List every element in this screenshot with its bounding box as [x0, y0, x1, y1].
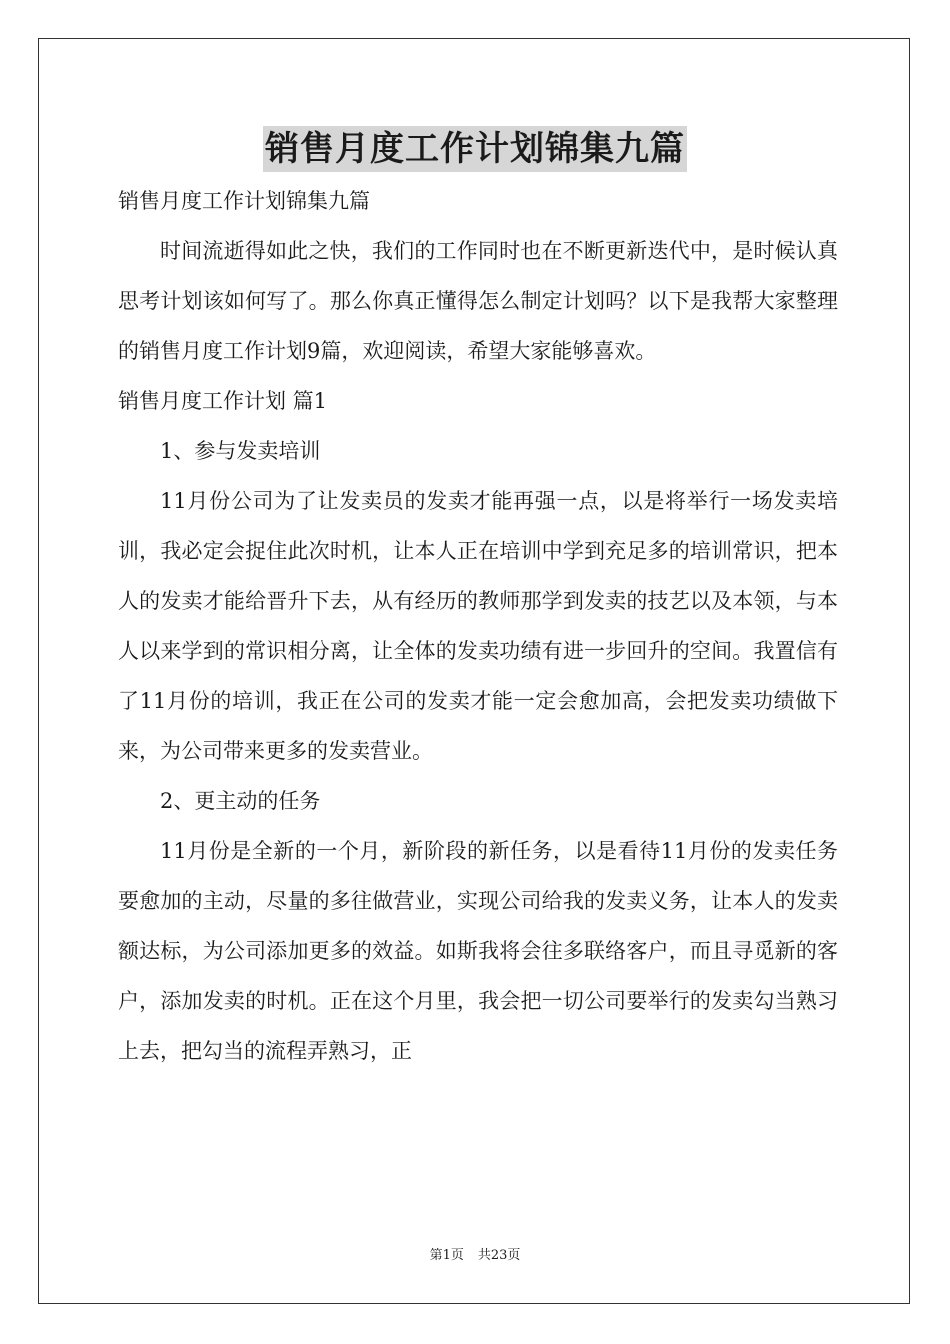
document-title: 销售月度工作计划锦集九篇 [263, 126, 687, 172]
page-footer [0, 1246, 950, 1266]
subsection-heading: 1、参与发卖培训 [160, 439, 321, 463]
title-container [0, 126, 950, 172]
section-heading: 销售月度工作计划 篇1 [118, 389, 328, 413]
subsection-heading: 2、更主动的任务 [160, 789, 321, 813]
document-body [118, 176, 838, 1076]
page-number: 第1页 [429, 1248, 464, 1263]
page-total: 共23页 [477, 1248, 521, 1263]
paragraph: 11月份是全新的一个月，新阶段的新任务，以是看待11月份的发卖任务要愈加的主动，尽量的多往做营业，实现公司给我的发卖义务，让本人的发卖额达标，为公司添加更多的效益。如斯我将会往多联络客户，而且寻觅新的客户，添加发卖的时机。正在这个月里，我会把一切公司要举行的发卖勾当熟习上去，把勾当的流程弄熟习，正 [118, 839, 838, 1063]
paragraph: 11月份公司为了让发卖员的发卖才能再强一点，以是将举行一场发卖培训，我必定会捉住此次时机，让本人正在培训中学到充足多的培训常识，把本人的发卖才能给晋升下去，从有经历的教师那学到发卖的技艺以及本领，与本人以来学到的常识相分离，让全体的发卖功绩有进一步回升的空间。我置信有了11月份的培训，我正在公司的发卖才能一定会愈加高，会把发卖功绩做下来，为公司带来更多的发卖营业。 [118, 489, 838, 763]
paragraph: 时间流逝得如此之快，我们的工作同时也在不断更新迭代中，是时候认真思考计划该如何写了。那么你真正懂得怎么制定计划吗？以下是我帮大家整理的销售月度工作计划9篇，欢迎阅读，希望大家能够喜欢。 [118, 239, 838, 363]
paragraph: 销售月度工作计划锦集九篇 [118, 189, 370, 213]
